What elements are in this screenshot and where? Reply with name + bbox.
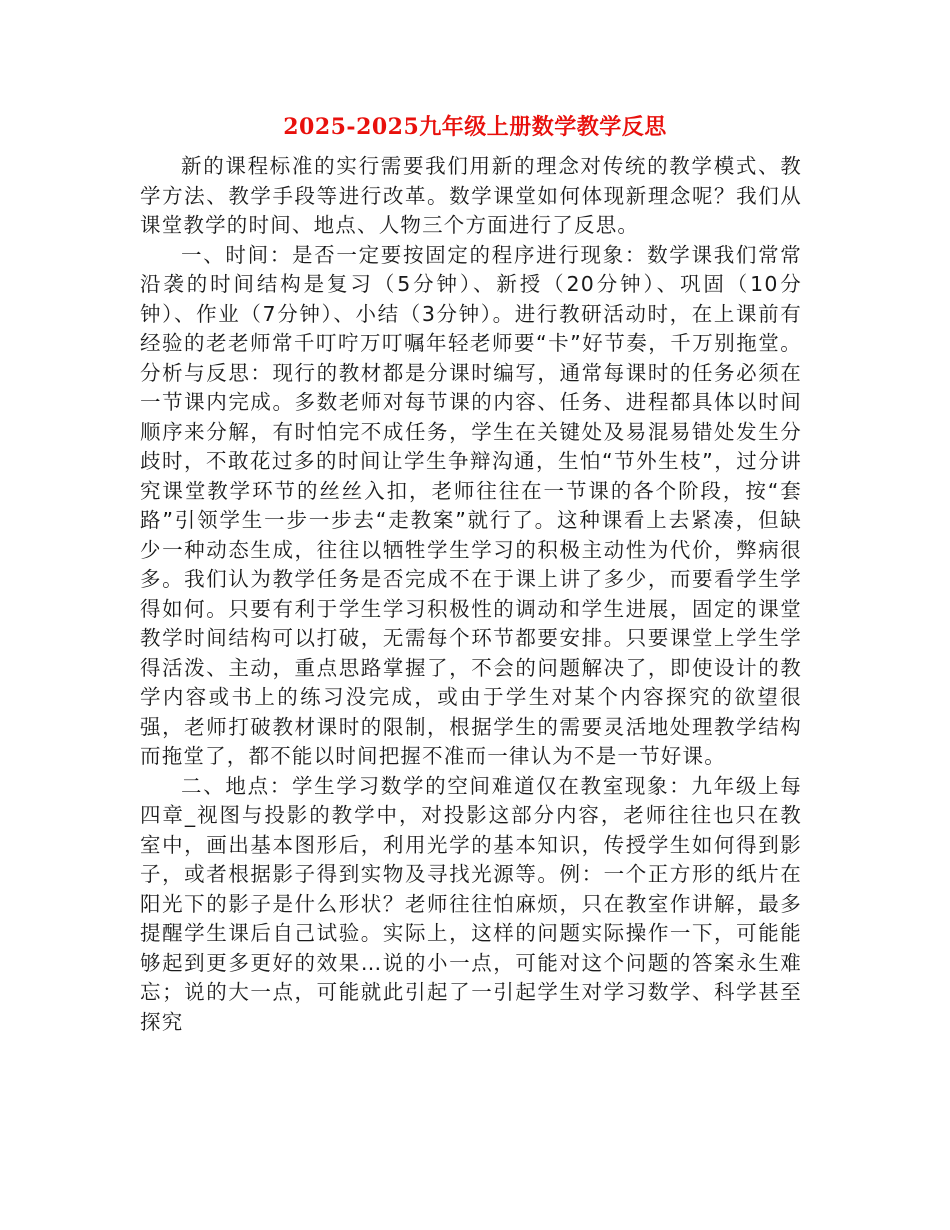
paragraph-intro: 新的课程标准的实行需要我们用新的理念对传统的教学模式、教学方法、教学手段等进行改革。数学课堂如何体现新理念呢？我们从课堂教学的时间、地点、人物三个方面进行了反思。 [140, 154, 802, 237]
document-title: 2025-2025九年级上册数学教学反思 [283, 114, 667, 140]
paragraph-place: 二、地点：学生学习数学的空间难道仅在教室现象：九年级上每四章_视图与投影的教学中，对投影这部分内容，老师往往也只在教室中，画出基本图形后，利用光学的基本知识，传授学生如何得到影子，或者根据影子得到实物及寻找光源等。例：一个正方形的纸片在阳光下的影子是什么形状？老师往往怕麻烦，只在教室作讲解，最多提醒学生课后自己试验。实际上，这样的问题实际操作一下，可能能够起到更多更好的效果…说的小一点，可能对这个问题的答案永生难忘；说的大一点，可能就此引起了一引起学生对学习数学、科学甚至探究 [140, 773, 802, 1034]
paragraph-time: 一、时间：是否一定要按固定的程序进行现象：数学课我们常常沿袭的时间结构是复习（5分钟）、新授（20分钟）、巩固（10分钟）、作业（7分钟）、小结（3分钟）。进行教研活动时，在上课前有经验的老老师常千叮咛万叮嘱年轻老师要“卡”好节奏，千万别拖堂。分析与反思：现行的教材都是分课时编写，通常每课时的任务必须在一节课内完成。多数老师对每节课的内容、任务、进程都具体以时间顺序来分解，有时怕完不成任务，学生在关键处及易混易错处发生分歧时，不敢花过多的时间让学生争辩沟通，生怕“节外生枝”，过分讲究课堂教学环节的丝丝入扣，老师往往在一节课的各个阶段，按“套路”引领学生一步一步去“走教案”就行了。这种课看上去紧凑，但缺少一种动态生成，往往以牺牲学生学习的积极主动性为代价，弊病很多。我们认为教学任务是否完成不在于课上讲了多少，而要看学生学得如何。只要有利于学生学习积极性的调动和学生进展，固定的课堂教学时间结构可以打破，无需每个环节都要安排。只要课堂上学生学得活泼、主动，重点思路掌握了，不会的问题解决了，即使设计的教学内容或书上的练习没完成，或由于学生对某个内容探究的欲望很强，老师打破教材课时的限制，根据学生的需要灵活地处理教学结构而拖堂了，都不能以时间把握不准而一律认为不是一节好课。 [140, 242, 802, 768]
document-body [140, 152, 802, 1037]
